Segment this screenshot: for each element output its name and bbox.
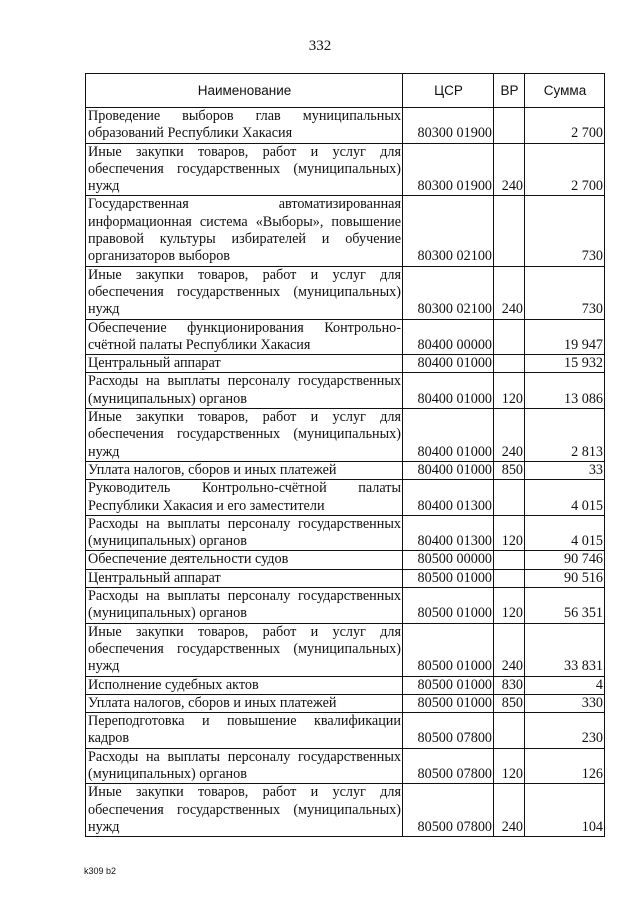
- cell-sum: 13 086: [525, 373, 605, 409]
- cell-sum: 33 831: [525, 623, 605, 676]
- cell-vr: [494, 551, 525, 569]
- footer-code: k309 b2: [84, 866, 117, 876]
- cell-sum: 4: [525, 676, 605, 694]
- cell-name: Уплата налогов, сборов и иных платежей: [86, 461, 403, 479]
- cell-sum: 230: [525, 713, 605, 749]
- cell-csr: 80300 01900: [403, 143, 494, 196]
- table-row: [86, 373, 605, 409]
- table-row: [86, 480, 605, 516]
- cell-sum: 104: [525, 784, 605, 837]
- cell-name: Обеспечение функционирования Контрольно-счётной палаты Республики Хакасия: [86, 319, 403, 355]
- cell-csr: 80500 07800: [403, 784, 494, 837]
- cell-name: Расходы на выплаты персоналу государственных (муниципальных) органов: [86, 373, 403, 409]
- cell-vr: [494, 108, 525, 144]
- cell-sum: 4 015: [525, 515, 605, 551]
- cell-vr: 240: [494, 409, 525, 462]
- cell-csr: 80500 01000: [403, 588, 494, 624]
- table-row: [86, 355, 605, 373]
- cell-name: Иные закупки товаров, работ и услуг для обеспечения государственных (муниципальных) нужд: [86, 409, 403, 462]
- cell-sum: 330: [525, 694, 605, 712]
- table-row: [86, 588, 605, 624]
- header-name: Наименование: [86, 74, 403, 108]
- cell-name: Иные закупки товаров, работ и услуг для обеспечения государственных (муниципальных) нужд: [86, 784, 403, 837]
- cell-vr: [494, 196, 525, 266]
- cell-vr: [494, 355, 525, 373]
- table-row: [86, 748, 605, 784]
- table-row: [86, 551, 605, 569]
- table-header-row: [86, 74, 605, 108]
- cell-sum: 2 700: [525, 108, 605, 144]
- cell-vr: 830: [494, 676, 525, 694]
- cell-vr: [494, 480, 525, 516]
- cell-csr: 80400 01000: [403, 461, 494, 479]
- table-row: [86, 713, 605, 749]
- cell-csr: 80400 01000: [403, 409, 494, 462]
- cell-vr: 120: [494, 748, 525, 784]
- cell-csr: 80300 02100: [403, 266, 494, 319]
- cell-sum: 2 813: [525, 409, 605, 462]
- cell-sum: 15 932: [525, 355, 605, 373]
- table-row: [86, 623, 605, 676]
- cell-csr: 80500 07800: [403, 713, 494, 749]
- cell-vr: 120: [494, 515, 525, 551]
- table-row: [86, 196, 605, 266]
- cell-csr: 80500 01000: [403, 694, 494, 712]
- table-body: [86, 108, 605, 837]
- cell-csr: 80400 01300: [403, 480, 494, 516]
- table-row: [86, 409, 605, 462]
- cell-sum: 730: [525, 266, 605, 319]
- cell-csr: 80400 01000: [403, 373, 494, 409]
- cell-name: Расходы на выплаты персоналу государственных (муниципальных) органов: [86, 515, 403, 551]
- table-row: [86, 319, 605, 355]
- cell-csr: 80400 01300: [403, 515, 494, 551]
- cell-csr: 80500 01000: [403, 676, 494, 694]
- cell-vr: [494, 569, 525, 587]
- cell-csr: 80500 00000: [403, 551, 494, 569]
- table-row: [86, 784, 605, 837]
- cell-sum: 33: [525, 461, 605, 479]
- cell-csr: 80500 07800: [403, 748, 494, 784]
- budget-table: [85, 73, 605, 837]
- table-row: [86, 676, 605, 694]
- cell-sum: 126: [525, 748, 605, 784]
- cell-name: Уплата налогов, сборов и иных платежей: [86, 694, 403, 712]
- cell-vr: 240: [494, 623, 525, 676]
- cell-vr: 850: [494, 694, 525, 712]
- cell-sum: 2 700: [525, 143, 605, 196]
- cell-csr: 80400 01000: [403, 355, 494, 373]
- cell-name: Расходы на выплаты персоналу государственных (муниципальных) органов: [86, 748, 403, 784]
- cell-name: Проведение выборов глав муниципальных образований Республики Хакасия: [86, 108, 403, 144]
- table-row: [86, 515, 605, 551]
- cell-vr: 850: [494, 461, 525, 479]
- cell-sum: 19 947: [525, 319, 605, 355]
- cell-vr: 240: [494, 266, 525, 319]
- cell-sum: 90 516: [525, 569, 605, 587]
- cell-name: Центральный аппарат: [86, 569, 403, 587]
- cell-csr: 80500 01000: [403, 569, 494, 587]
- header-sum: Сумма: [525, 74, 605, 108]
- cell-name: Исполнение судебных актов: [86, 676, 403, 694]
- cell-csr: 80300 01900: [403, 108, 494, 144]
- cell-name: Обеспечение деятельности судов: [86, 551, 403, 569]
- header-vr: ВР: [494, 74, 525, 108]
- table-row: [86, 569, 605, 587]
- page-number: 332: [308, 38, 332, 54]
- cell-name: Переподготовка и повышение квалификации кадров: [86, 713, 403, 749]
- header-csr: ЦСР: [403, 74, 494, 108]
- cell-name: Расходы на выплаты персоналу государственных (муниципальных) органов: [86, 588, 403, 624]
- cell-name: Иные закупки товаров, работ и услуг для обеспечения государственных (муниципальных) нужд: [86, 623, 403, 676]
- cell-csr: 80400 00000: [403, 319, 494, 355]
- cell-name: Государственная автоматизированная информационная система «Выборы», повышение правовой культуры избирателей и обучение организаторов выборов: [86, 196, 403, 266]
- cell-vr: [494, 713, 525, 749]
- cell-vr: 240: [494, 143, 525, 196]
- cell-sum: 4 015: [525, 480, 605, 516]
- cell-vr: 120: [494, 588, 525, 624]
- cell-name: Иные закупки товаров, работ и услуг для обеспечения государственных (муниципальных) нужд: [86, 143, 403, 196]
- table-row: [86, 266, 605, 319]
- cell-csr: 80500 01000: [403, 623, 494, 676]
- table-row: [86, 461, 605, 479]
- table-row: [86, 694, 605, 712]
- cell-name: Руководитель Контрольно-счётной палаты Республики Хакасия и его заместители: [86, 480, 403, 516]
- cell-vr: 120: [494, 373, 525, 409]
- cell-vr: 240: [494, 784, 525, 837]
- cell-name: Центральный аппарат: [86, 355, 403, 373]
- cell-sum: 90 746: [525, 551, 605, 569]
- table-row: [86, 143, 605, 196]
- cell-sum: 730: [525, 196, 605, 266]
- cell-csr: 80300 02100: [403, 196, 494, 266]
- table-row: [86, 108, 605, 144]
- cell-vr: [494, 319, 525, 355]
- cell-name: Иные закупки товаров, работ и услуг для обеспечения государственных (муниципальных) нужд: [86, 266, 403, 319]
- cell-sum: 56 351: [525, 588, 605, 624]
